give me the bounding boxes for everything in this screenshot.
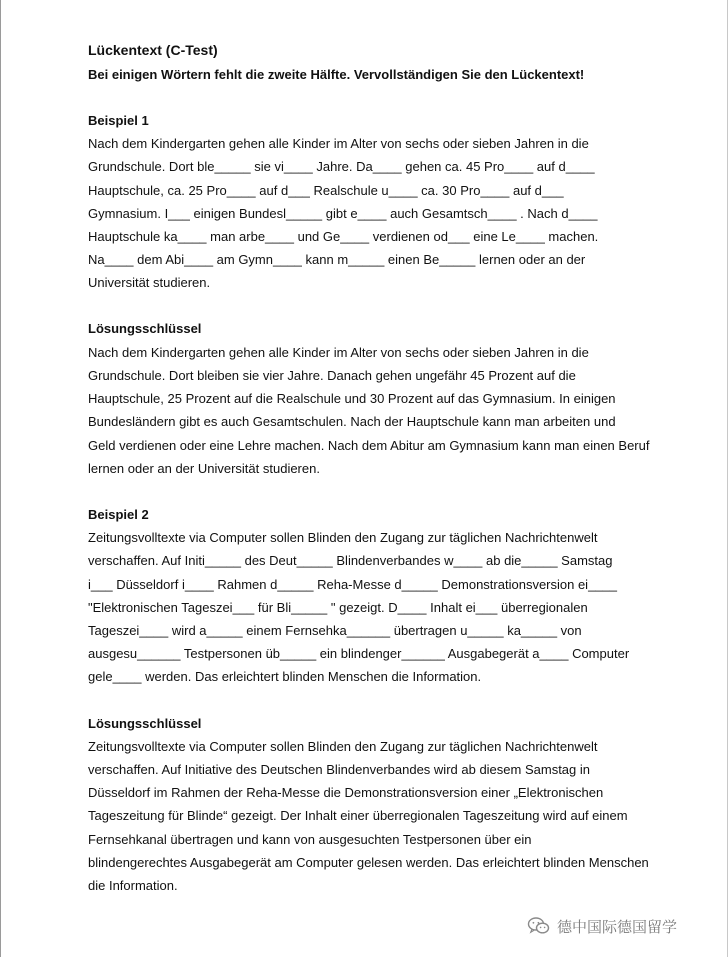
watermark xyxy=(527,915,677,937)
document-instruction: Bei einigen Wörtern fehlt die zweite Hälfte. Vervollständigen Sie den Lückentext! xyxy=(88,67,585,82)
document-title: Lückentext (C-Test) xyxy=(88,42,218,58)
page-left-border xyxy=(0,0,1,957)
text-line: Tageszei____ wird a_____ einem Fernsehka______ übertragen u_____ ka_____ von xyxy=(88,623,582,638)
text-line: Hauptschule, 25 Prozent auf die Realschule und 30 Prozent auf das Gymnasium. In einigen xyxy=(88,391,616,406)
text-line: Na____ dem Abi____ am Gymn____ kann m_____ einen Be_____ lernen oder an der xyxy=(88,252,586,267)
section-heading-loesung-1: Lösungsschlüssel xyxy=(88,321,202,336)
text-line: Gymnasium. I___ einigen Bundesl_____ gibt e____ auch Gesamtsch____ . Nach d____ xyxy=(88,206,598,221)
text-line: i___ Düsseldorf i____ Rahmen d_____ Reha-Messe d_____ Demonstrationsversion ei____ xyxy=(88,577,617,592)
text-line: ausgesu______ Testpersonen üb_____ ein blindenger______ Ausgabegerät a____ Computer xyxy=(88,646,630,661)
text-line: Hauptschule ka____ man arbe____ und Ge____ verdienen od___ eine Le____ machen. xyxy=(88,229,599,244)
text-line: gele____ werden. Das erleichtert blinden Menschen die Information. xyxy=(88,669,482,684)
text-line: Grundschule. Dort bleiben sie vier Jahre. Danach gehen ungefähr 45 Prozent auf die xyxy=(88,368,576,383)
text-line: Tageszeitung für Blinde“ gezeigt. Der Inhalt einer überregionalen Tageszeitung wird auf einem xyxy=(88,808,628,823)
text-line: Zeitungsvolltexte via Computer sollen Blinden den Zugang zur täglichen Nachrichtenwelt xyxy=(88,530,598,545)
wechat-icon xyxy=(527,916,551,936)
text-line: lernen oder an der Universität studieren. xyxy=(88,461,320,476)
text-line: Grundschule. Dort ble_____ sie vi____ Jahre. Da____ gehen ca. 45 Pro____ auf d____ xyxy=(88,159,595,174)
text-line: Zeitungsvolltexte via Computer sollen Blinden den Zugang zur täglichen Nachrichtenwelt xyxy=(88,739,598,754)
text-line: blindengerechtes Ausgabegerät am Computer gelesen werden. Das erleichtert blinden Menschen xyxy=(88,855,649,870)
text-line: Nach dem Kindergarten gehen alle Kinder im Alter von sechs oder sieben Jahren in die xyxy=(88,136,589,151)
text-line: Universität studieren. xyxy=(88,275,211,290)
text-line: Nach dem Kindergarten gehen alle Kinder im Alter von sechs oder sieben Jahren in die xyxy=(88,345,589,360)
text-line: verschaffen. Auf Initiative des Deutschen Blindenverbandes wird ab diesem Samstag in xyxy=(88,762,590,777)
text-line: Hauptschule, ca. 25 Pro____ auf d___ Realschule u____ ca. 30 Pro____ auf d___ xyxy=(88,183,564,198)
section-heading-beispiel-2: Beispiel 2 xyxy=(88,507,149,522)
text-line: Düsseldorf im Rahmen der Reha-Messe die Demonstrationsversion einer „Elektronischen xyxy=(88,785,604,800)
watermark-text: 德中国际德国留学 xyxy=(557,918,678,936)
text-line: Geld verdienen oder eine Lehre machen. Nach dem Abitur am Gymnasium kann man einen Beruf xyxy=(88,438,650,453)
text-line: Bundesländern gibt es auch Gesamtschulen. Nach der Hauptschule kann man arbeiten und xyxy=(88,414,616,429)
text-line: verschaffen. Auf Initi_____ des Deut_____ Blindenverbandes w____ ab die_____ Samstag xyxy=(88,553,613,568)
section-heading-beispiel-1: Beispiel 1 xyxy=(88,113,149,128)
section-heading-loesung-2: Lösungsschlüssel xyxy=(88,716,202,731)
text-line: Fernsehkanal übertragen und kann von ausgesuchten Testpersonen über ein xyxy=(88,832,532,847)
text-line: "Elektronischen Tageszei___ für Bli_____ " gezeigt. D____ Inhalt ei___ überregionalen xyxy=(88,600,588,615)
text-line: die Information. xyxy=(88,878,178,893)
